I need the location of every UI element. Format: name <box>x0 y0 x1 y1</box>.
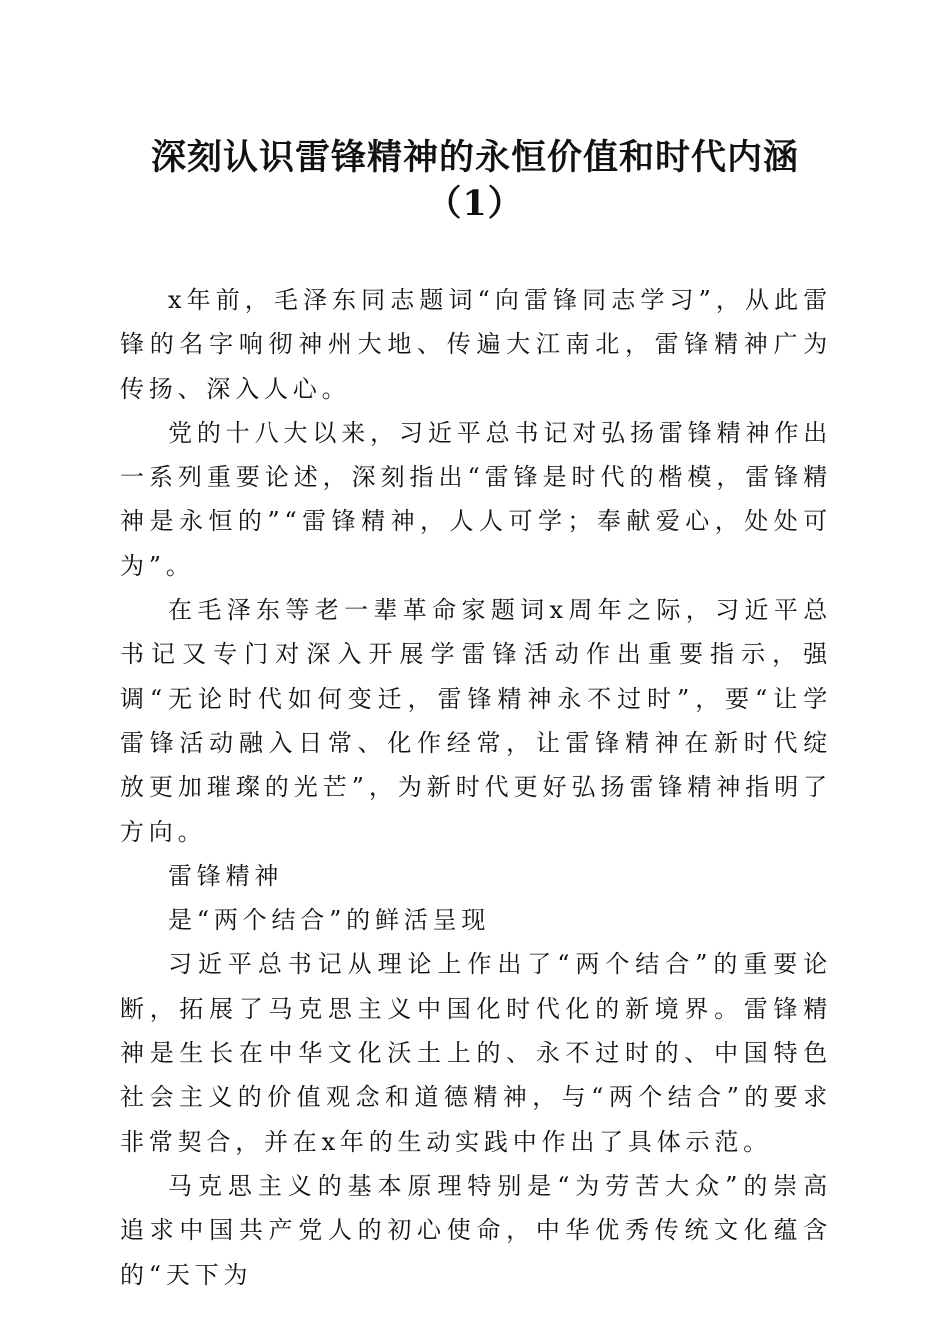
paragraph-5: 马克思主义的基本原理特别是“为劳苦大众”的崇高追求中国共产党人的初心使命，中华优秀传统文化蕴含的“天下为 <box>120 1171 832 1289</box>
paragraph-1: x年前，毛泽东同志题词“向雷锋同志学习”，从此雷锋的名字响彻神州大地、传遍大江南北，雷锋精神广为传扬、深入人心。 <box>120 286 832 403</box>
document-title: 深刻认识雷锋精神的永恒价值和时代内涵 <box>150 137 799 178</box>
paragraph-2: 党的十八大以来，习近平总书记对弘扬雷锋精神作出一系列重要论述，深刻指出“雷锋是时代的楷模，雷锋精神是永恒的”“雷锋精神，人人可学；奉献爱心，处处可为”。 <box>120 418 832 580</box>
section-heading-line-2: 是“两个结合”的鲜活呈现 <box>168 906 491 935</box>
section-heading-line-1: 雷锋精神 <box>168 861 284 890</box>
document-title-suffix: （1） <box>426 183 524 224</box>
title-block <box>0 136 950 226</box>
paragraph-4: 习近平总书记从理论上作出了“两个结合”的重要论断，拓展了马克思主义中国化时代化的新境界。雷锋精神是生长在中华文化沃土上的、永不过时的、中国特色社会主义的价值观念和道德精神，与“两个结合”的要求非常契合，并在x年的生动实践中作出了具体示范。 <box>120 950 832 1156</box>
paragraph-3: 在毛泽东等老一辈革命家题词x周年之际，习近平总书记又专门对深入开展学雷锋活动作出重要指示，强调“无论时代如何变迁，雷锋精神永不过时”，要“让学雷锋活动融入日常、化作经常，让雷锋精神在新时代绽放更加璀璨的光芒”，为新时代更好弘扬雷锋精神指明了方向。 <box>120 596 832 846</box>
document-body <box>120 278 832 1297</box>
